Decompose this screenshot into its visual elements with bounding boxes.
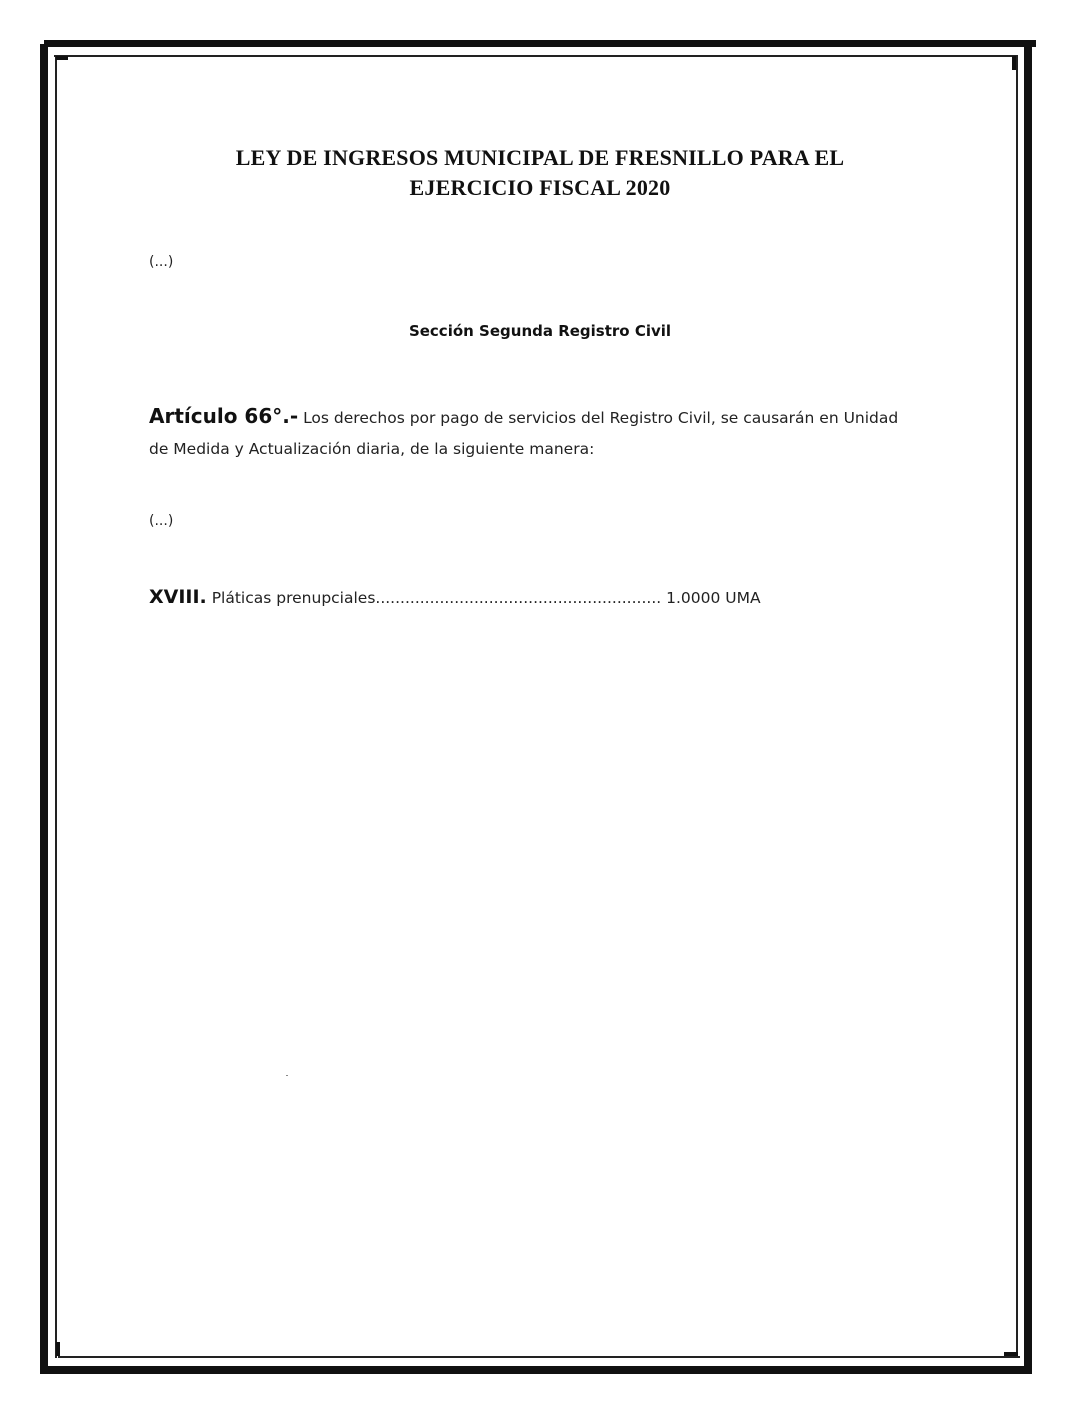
fraction-number: XVIII.: [149, 586, 207, 608]
article-text-line-2: de Medida y Actualización diaria, de la siguiente manera:: [149, 440, 595, 458]
article-text-line-1: Los derechos por pago de servicios del Registro Civil, se causarán en Unidad: [298, 409, 899, 427]
frame-corner-br: [1004, 1352, 1018, 1356]
fraction-amount: 1.0000 UMA: [661, 589, 761, 607]
frame-top: [44, 40, 1036, 47]
article-paragraph: [149, 401, 949, 465]
title-line-1: LEY DE INGRESOS MUNICIPAL DE FRESNILLO PARA EL: [235, 145, 845, 170]
ellipsis-omission-1: (...): [149, 254, 174, 270]
frame-bottom: [40, 1366, 1032, 1374]
frame-inner-bottom: [58, 1356, 1020, 1358]
fraction-dot-leader: ..........................................................: [375, 589, 662, 607]
frame-corner-bl: [56, 1342, 60, 1356]
fraction-line: [149, 586, 949, 608]
frame-inner-left: [55, 55, 57, 1358]
scan-speck: [286, 1075, 288, 1076]
frame-right: [1024, 40, 1032, 1374]
frame-corner-tl: [56, 56, 68, 60]
article-line-1: [149, 401, 949, 434]
fraction-concept: Pláticas prenupciales: [206, 589, 376, 607]
section-heading: Sección Segunda Registro Civil: [408, 322, 672, 340]
frame-corner-tr: [1012, 56, 1016, 70]
frame-left: [40, 44, 48, 1374]
article-label: Artículo 66°.-: [149, 404, 299, 428]
frame-inner-top: [54, 55, 1018, 57]
title-line-2: EJERCICIO FISCAL 2020: [409, 175, 671, 200]
frame-inner-right: [1016, 55, 1018, 1358]
document-title: [160, 143, 920, 203]
ellipsis-omission-2: (...): [149, 513, 174, 529]
